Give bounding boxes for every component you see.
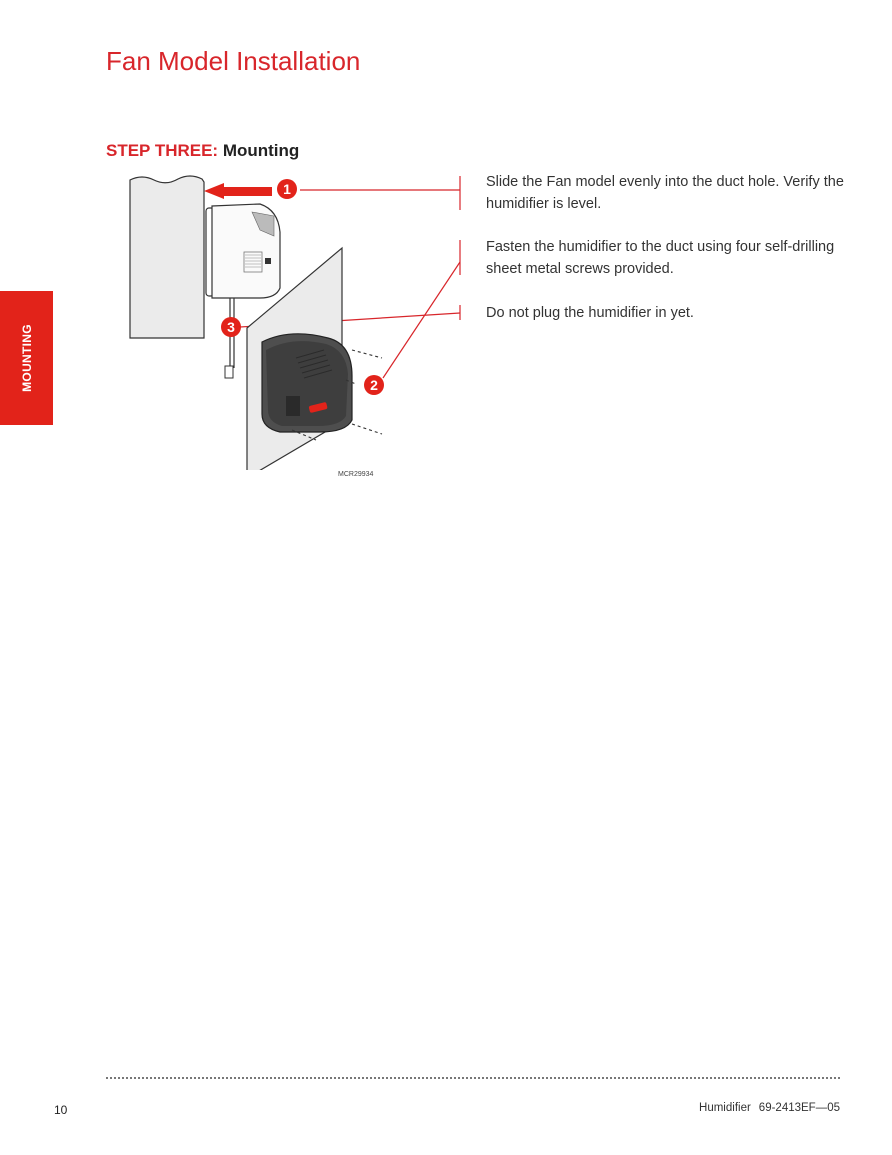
figure-code: MCR29934: [338, 471, 374, 478]
callout-2: [364, 375, 384, 395]
step-label: STEP THREE:: [106, 141, 219, 160]
instruction-2: Fasten the humidifier to the duct using four self-drilling sheet metal screws provided.: [486, 239, 835, 277]
slide-arrow: [204, 183, 272, 199]
callout-2-label: 2: [370, 377, 378, 393]
callout-1: [277, 179, 297, 199]
step-name: Mounting: [222, 141, 300, 160]
mounting-illustration: [120, 170, 390, 470]
section-tab-label: MOUNTING: [19, 324, 34, 392]
footer-divider: [106, 1077, 840, 1079]
page-number: 10: [54, 1103, 68, 1117]
page-title: Fan Model Installation: [106, 46, 361, 76]
instruction-3: Do not plug the humidifier in yet.: [486, 305, 694, 321]
footer-product: Humidifier: [699, 1102, 751, 1114]
callout-1-label: 1: [283, 181, 291, 197]
humidifier-front-view: [262, 334, 352, 432]
callout-3-label: 3: [227, 319, 235, 335]
callout-3: [221, 317, 241, 337]
leader-line-2: [383, 262, 460, 378]
duct-panel-back: [130, 176, 204, 338]
footer-doc-number: 69-2413EF—05: [758, 1102, 840, 1114]
instruction-1: Slide the Fan model evenly into the duct hole. Verify the humidifier is level.: [486, 174, 844, 212]
footer-document-id: [699, 1102, 840, 1114]
